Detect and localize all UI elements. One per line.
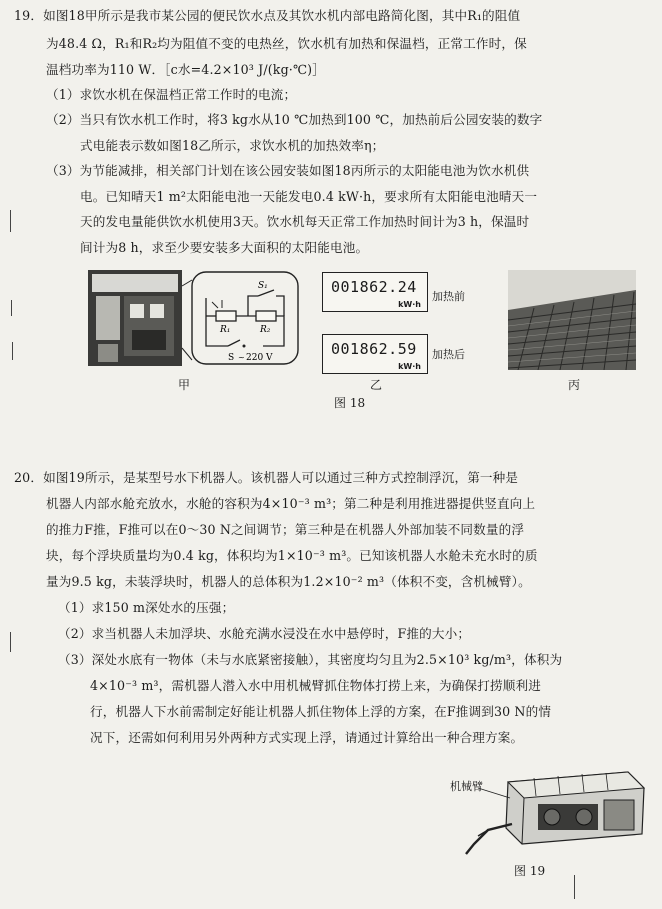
binding-mark [10,632,11,652]
meter-before-unit: kW·h [398,300,421,309]
meter-before-value: 001862.24 [331,278,417,296]
voltage-label: 220 V [246,353,273,363]
q20-sub-1: （1）求150 m深处水的压强； [58,600,235,615]
svg-text:~: ~ [238,353,245,362]
q19-sub-2-cont: 式电能表示数如图18乙所示，求饮水机的加热效率η； [80,138,385,153]
solar-panel-photo [508,270,636,370]
figure-19-caption: 图 19 [514,864,546,878]
figure-label-yi: 乙 [370,378,383,392]
binding-mark [574,875,575,899]
switch-s1-label: S₁ [258,281,268,291]
q20-sub-2: （2）求当机器人未加浮块、水舱充满水浸没在水中悬停时，F推的大小； [58,626,471,641]
figure-18-caption: 图 18 [334,396,366,410]
meter-after-value: 001862.59 [331,340,417,358]
meter-after-unit: kW·h [398,362,421,371]
q19-sub-3: （3）为节能减排，相关部门计划在该公园安装如图18丙所示的太阳能电池为饮水机供 [46,163,530,178]
q19-sub-3-cont-1: 电。已知晴天1 m²太阳能电池一天能发电0.4 kW·h，要求所有太阳能电池晴天一 [80,189,538,204]
figure-18-bing [508,270,636,370]
q20-line-4: 块，每个浮块质量均为0.4 kg，体积均为1×10⁻³ m³。已知该机器人水舱未充水时的质 [46,548,538,563]
binding-mark [11,300,12,316]
q20-sub-3-cont-1: 4×10⁻³ m³，需机器人潜入水中用机械臂抓住物体打捞上来，为确保打捞顺利进 [90,678,541,693]
q20-line-5: 量为9.5 kg，未装浮块时，机器人的总体积为1.2×10⁻² m³（体积不变，含机械臂）。 [46,574,531,589]
binding-mark [10,210,11,232]
water-dispenser-photo-and-circuit [88,268,300,368]
binding-mark [12,342,13,360]
q19-line-3: 温档功率为110 W．［c水=4.2×10³ J/(kg·℃)］ [46,62,325,77]
figure-label-bing: 丙 [568,378,581,392]
mechanical-arm-label: 机械臂 [450,780,483,793]
meter-before-label: 加热前 [432,290,465,303]
resistor-r1-label: R₁ [220,325,231,335]
q20-line-2: 机器人内部水舱充放水，水舱的容积为4×10⁻³ m³；第二种是利用推进器提供竖直向上 [46,496,536,511]
q19-sub-3-cont-3: 间计为8 h，求至少要安装多大面积的太阳能电池。 [80,240,369,255]
resistor-r2-label: R₂ [260,325,271,335]
switch-s-label: S [228,353,235,363]
q19-sub-1: （1）求饮水机在保温档正常工作时的电流； [46,87,297,102]
q19-sub-3-cont-2: 天的发电量能供饮水机使用3天。饮水机每天正常工作加热时间计为3 h，保温时 [80,214,530,229]
q20-sub-3-cont-2: 行，机器人下水前需制定好能让机器人抓住物体上浮的方案，在F推调到30 N的情 [90,704,552,719]
q20-sub-3: （3）深处水底有一物体（未与水底紧密接触），其密度均匀且为2.5×10³ kg/m³，体积为 [58,652,563,667]
meter-after-heating [322,334,428,374]
figure-18-jia [88,268,300,368]
figure-label-jia: 甲 [178,378,191,392]
meter-before-heating [322,272,428,312]
meter-after-label: 加热后 [432,348,465,361]
q20-line-3: 的推力F推，F推可以在0～30 N之间调节；第三种是在机器人外部加装不同数量的浮 [46,522,525,537]
figure-19 [448,764,648,856]
q20-sub-3-cont-3: 况下，还需如何利用另外两种方式实现上浮，请通过计算给出一种合理方案。 [90,730,524,745]
q20-line-1: 20．如图19所示，是某型号水下机器人。该机器人可以通过三种方式控制浮沉，第一种是 [14,470,519,485]
q19-sub-2: （2）当只有饮水机工作时，将3 kg水从10 ℃加热到100 ℃，加热前后公园安装的数字 [46,112,543,127]
q19-line-2: 为48.4 Ω，R₁和R₂均为阻值不变的电热丝，饮水机有加热和保温档，正常工作时，保 [46,36,527,51]
q19-line-1: 19．如图18甲所示是我市某公园的便民饮水点及其饮水机内部电路简化图，其中R₁的阻值 [14,8,521,23]
